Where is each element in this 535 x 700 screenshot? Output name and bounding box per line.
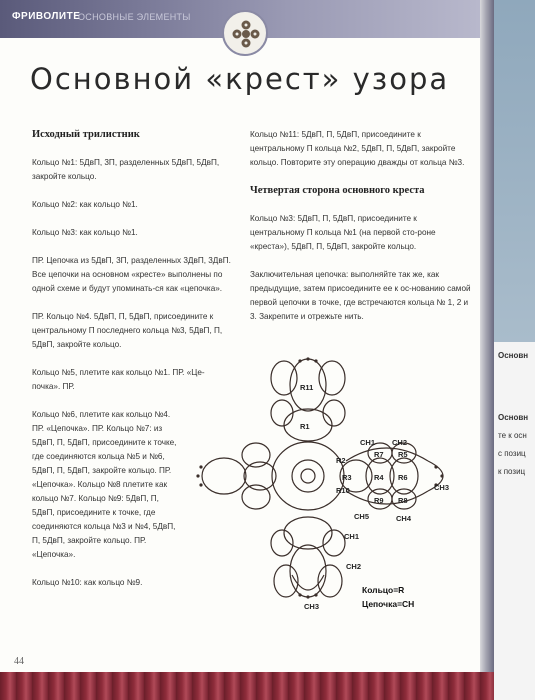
page-title: Основной «крест» узора	[30, 62, 450, 96]
chain-label: CH3	[434, 483, 450, 492]
ring-shape	[284, 517, 332, 549]
ring-shape	[271, 361, 297, 395]
ring-label: R10	[336, 486, 350, 495]
ring-shape	[274, 565, 298, 597]
ring-shape	[202, 458, 246, 494]
paragraph: Кольцо №6, плетите как кольцо №4. ПР. «Цепочка». ПР. Кольцо №7: из 5ДвП, П, 5ДвП, присоедините к точке, где соединяются кольца №5 и №6, 5ДвП, П, 5ДвП, закройте кольцо. ПР. «Цепочка». Кольцо №8 плетите как кольцо №7. Кольцо №9: 5ДвП, П, 5ДвП, присоедините к точке, где соединяются кольца №3 и №4, 5ДвП, П, 5ДвП, закройте кольцо. ПР. «Цепочка».	[32, 410, 177, 559]
chain-label: CH4	[396, 514, 412, 523]
chain-label: CH2	[346, 562, 362, 571]
ring-label: R4	[374, 473, 384, 482]
chain-label: CH2	[392, 438, 408, 447]
chain-label: CH1	[360, 438, 376, 447]
section-subtitle: ОСНОВНЫЕ ЭЛЕМЕНТЫ	[78, 12, 191, 22]
tatting-diagram	[196, 343, 464, 613]
ring-label: R2	[336, 456, 346, 465]
book-binding	[480, 0, 494, 700]
paragraph: Кольцо №2: как кольцо №1.	[32, 200, 138, 209]
ring-label: R9	[374, 496, 384, 505]
next-page-line: с позиц	[498, 449, 526, 458]
paragraph: Кольцо №1: 5ДвП, 3П, разделенных 5ДвП, 5ДвП, закройте кольцо.	[32, 158, 220, 181]
chain-label: CH5	[354, 512, 370, 521]
ring-shape	[301, 469, 315, 483]
ring-label: R8	[398, 496, 408, 505]
paragraph: Кольцо №3: 5ДвП, П, 5ДвП, присоедините к центральному П кольца №1 (на первой сто-роне «креста»), 5ДвП, П, 5ДвП, закройте кольцо.	[250, 214, 436, 251]
right-column	[250, 128, 472, 338]
paragraph: ПР. Цепочка из 5ДвП, 3П, разделенных 3ДвП, 3ДвП. Все цепочки на основном «кресте» выполнены по одной схеме и будут упоминать-ся как «цепочка».	[32, 256, 231, 293]
next-page-line: Основн	[498, 413, 529, 422]
paragraph: ПР. Кольцо №4. 5ДвП, П, 5ДвП, присоедините к центральному П последнего кольца №3, 5ДвП, П, 5ДвП, закройте кольцо.	[32, 312, 223, 349]
next-page-line: те к осн	[498, 431, 527, 440]
next-page-title: Основн	[498, 351, 529, 360]
chain-label: CH1	[344, 532, 360, 541]
ring-label: R3	[342, 473, 352, 482]
lace-badge-icon	[222, 10, 268, 56]
section-heading: Исходный трилистник	[32, 129, 140, 140]
paragraph: Кольцо №10: как кольцо №9.	[32, 578, 143, 587]
ring-shape	[271, 400, 293, 426]
decorative-floral-strip	[0, 672, 494, 700]
ring-shape	[318, 565, 342, 597]
section-heading: Четвертая сторона основного креста	[250, 185, 425, 196]
paragraph: Заключительная цепочка: выполняйте так же, как предыдущие, затем присоедините ее к ос-нованию самой первой цепочки в точке, где встречаются кольца № 1, 2 и 3. Закрепите и отрежьте нить.	[250, 270, 471, 321]
ring-label: R5	[398, 450, 408, 459]
ring-label: R1	[300, 422, 310, 431]
paragraph: Кольцо №3: как кольцо №1.	[32, 228, 138, 237]
paragraph: Кольцо №5, плетите как кольцо №1. ПР. «Це-почка». ПР.	[32, 368, 205, 391]
ring-label: R11	[300, 383, 314, 392]
ring-shape	[272, 442, 344, 510]
ring-label: R6	[398, 473, 408, 482]
legend-chain: Цепочка=CH	[362, 599, 415, 609]
ring-label: R7	[374, 450, 384, 459]
page-number: 44	[14, 656, 24, 667]
chain-label: CH3	[304, 602, 320, 611]
ring-shape	[323, 400, 345, 426]
section-title: ФРИВОЛИТЕ	[12, 11, 81, 22]
ring-shape	[292, 460, 324, 492]
paragraph: Кольцо №11: 5ДвП, П, 5ДвП, присоедините к центральному П кольца №2, 5ДвП, П, 5ДвП, закройте кольцо. Повторите эту операцию дважды от кольца №3.	[250, 130, 465, 167]
next-page-line: к позиц	[498, 467, 526, 476]
next-page-photo	[494, 0, 535, 342]
ring-shape	[319, 361, 345, 395]
legend-ring: Кольцо=R	[362, 585, 405, 595]
